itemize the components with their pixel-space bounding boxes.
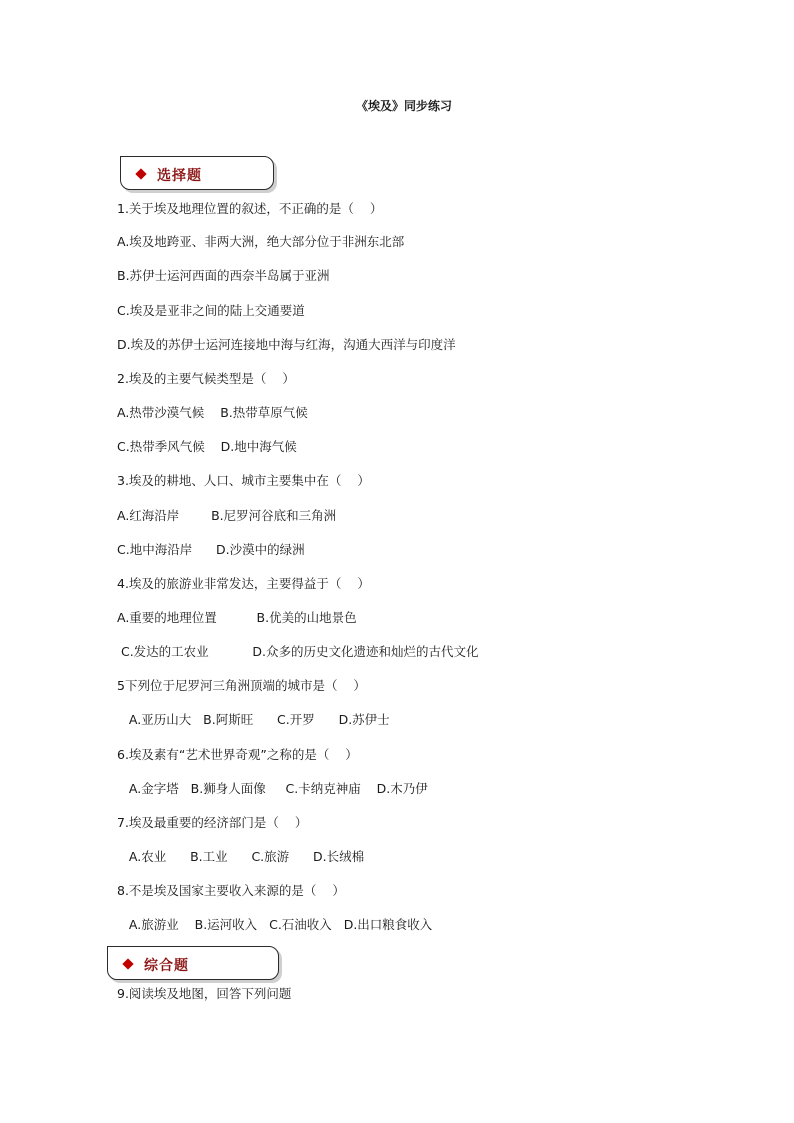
- question-2-options-cd: C.热带季风气候 D.地中海气候: [117, 439, 297, 454]
- question-4-options-cd: C.发达的工农业 D.众多的历史文化遗迹和灿烂的古代文化: [117, 644, 479, 659]
- question-6-options: A.金字塔 B.狮身人面像 C.卡纳克神庙 D.木乃伊: [117, 781, 428, 796]
- question-3-stem: 3.埃及的耕地、人口、城市主要集中在（ ）: [117, 473, 370, 488]
- question-5-options: A.亚历山大 B.阿斯旺 C.开罗 D.苏伊士: [117, 712, 390, 727]
- question-2-stem: 2.埃及的主要气候类型是（ ）: [117, 371, 295, 386]
- section-label-comprehensive: 综合题: [144, 958, 189, 974]
- question-3-options-ab: A.红海沿岸 B.尼罗河谷底和三角洲: [117, 508, 337, 523]
- question-1-option-c: C.埃及是亚非之间的陆上交通要道: [117, 303, 305, 318]
- question-5-stem: 5下列位于尼罗河三角洲顶端的城市是（ ）: [117, 678, 366, 693]
- question-1-option-a: A.埃及地跨亚、非两大洲，绝大部分位于非洲东北部: [117, 234, 405, 249]
- question-7-stem: 7.埃及最重要的经济部门是（ ）: [117, 815, 308, 830]
- question-8-stem: 8.不是埃及国家主要收入来源的是（ ）: [117, 883, 345, 898]
- section-label-choice: 选择题: [157, 168, 202, 184]
- question-1-option-b: B.苏伊士运河西面的西奈半岛属于亚洲: [117, 268, 330, 283]
- question-3-options-cd: C.地中海沿岸 D.沙漠中的绿洲: [117, 542, 305, 557]
- question-9-stem: 9.阅读埃及地图，回答下列问题: [117, 986, 292, 1001]
- section-header-comprehensive: [107, 946, 279, 980]
- question-7-options: A.农业 B.工业 C.旅游 D.长绒棉: [117, 849, 365, 864]
- question-6-stem: 6.埃及素有“艺术世界奇观”之称的是（ ）: [117, 747, 358, 762]
- question-1-stem: 1.关于埃及地理位置的叙述，不正确的是（ ）: [117, 201, 383, 216]
- section-header-choice: [120, 156, 274, 190]
- diamond-icon: [135, 168, 146, 179]
- question-4-stem: 4.埃及的旅游业非常发达，主要得益于（ ）: [117, 576, 370, 591]
- page-title: 《埃及》同步练习: [355, 99, 452, 113]
- question-1-option-d: D.埃及的苏伊士运河连接地中海与红海，沟通大西洋与印度洋: [117, 337, 456, 352]
- question-4-options-ab: A.重要的地理位置 B.优美的山地景色: [117, 610, 357, 625]
- question-2-options-ab: A.热带沙漠气候 B.热带草原气候: [117, 405, 308, 420]
- diamond-icon: [122, 958, 133, 969]
- question-8-options: A.旅游业 B.运河收入 C.石油收入 D.出口粮食收入: [117, 917, 433, 932]
